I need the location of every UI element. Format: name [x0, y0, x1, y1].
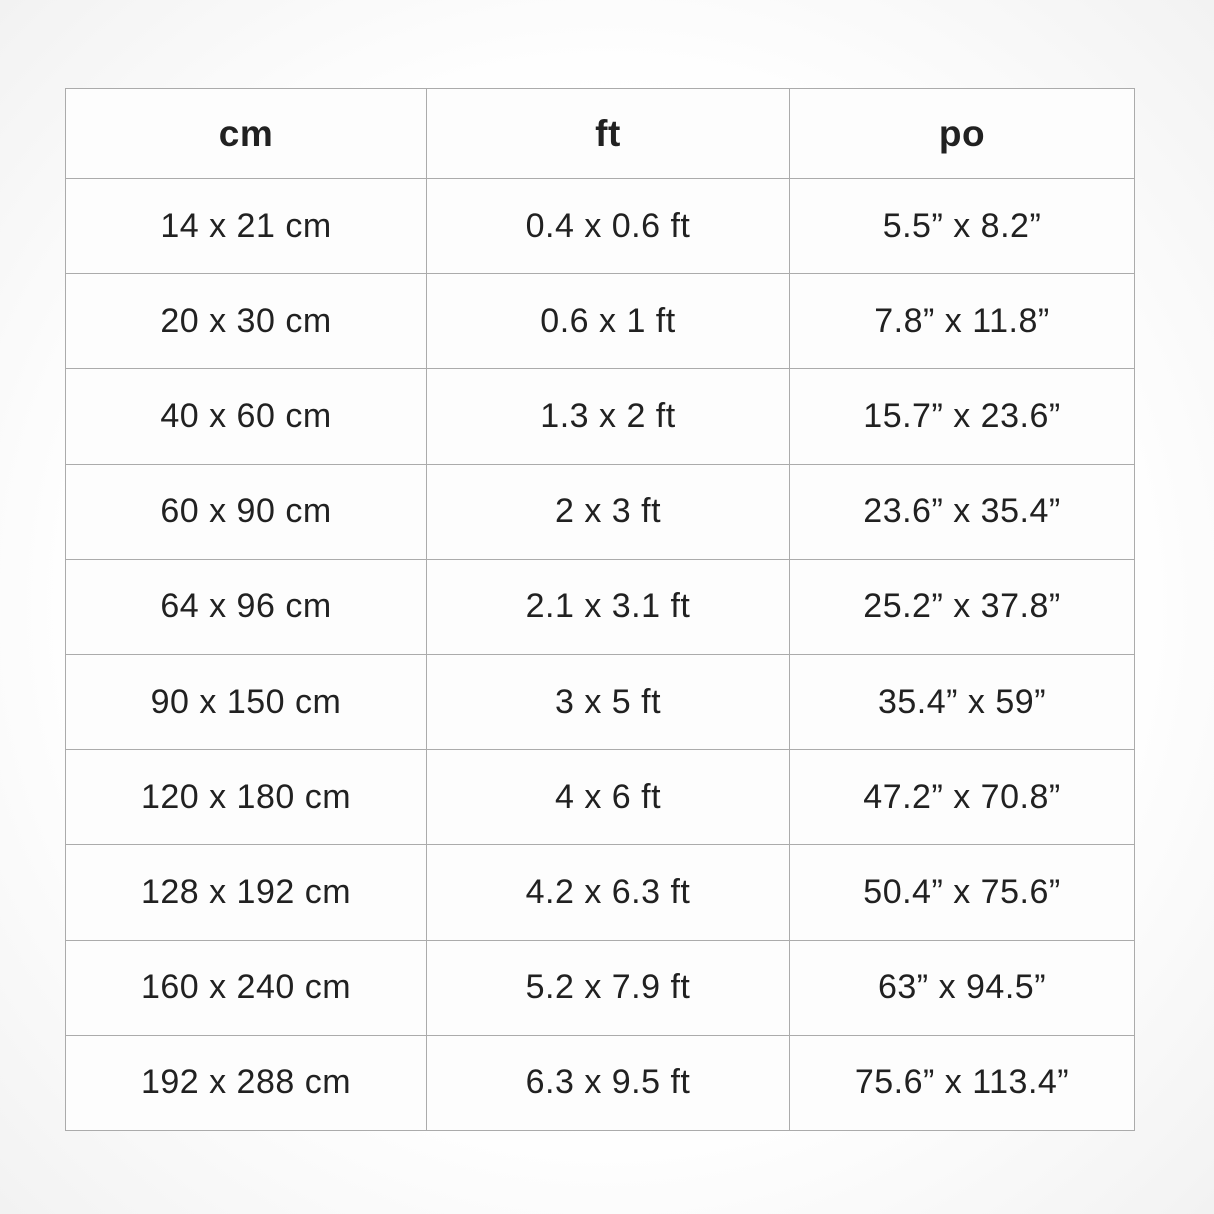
cell-cm: 120 x 180 cm	[66, 750, 427, 845]
table-row	[66, 464, 1135, 559]
cell-cm: 160 x 240 cm	[66, 940, 427, 1035]
cell-po: 75.6” x 113.4”	[790, 1035, 1135, 1130]
cell-po: 25.2” x 37.8”	[790, 559, 1135, 654]
cell-ft: 3 x 5 ft	[427, 654, 790, 749]
cell-po: 47.2” x 70.8”	[790, 750, 1135, 845]
cell-ft: 2.1 x 3.1 ft	[427, 559, 790, 654]
table-header	[66, 89, 1135, 179]
cell-po: 50.4” x 75.6”	[790, 845, 1135, 940]
column-header-ft: ft	[427, 89, 790, 179]
cell-po: 5.5” x 8.2”	[790, 179, 1135, 274]
table-body	[66, 179, 1135, 1131]
table-row	[66, 179, 1135, 274]
table-row	[66, 654, 1135, 749]
header-row	[66, 89, 1135, 179]
cell-ft: 4.2 x 6.3 ft	[427, 845, 790, 940]
table-row	[66, 369, 1135, 464]
cell-ft: 0.4 x 0.6 ft	[427, 179, 790, 274]
column-header-po: po	[790, 89, 1135, 179]
cell-cm: 20 x 30 cm	[66, 274, 427, 369]
table-row	[66, 940, 1135, 1035]
table-row	[66, 559, 1135, 654]
cell-ft: 1.3 x 2 ft	[427, 369, 790, 464]
table-row	[66, 274, 1135, 369]
cell-po: 63” x 94.5”	[790, 940, 1135, 1035]
cell-po: 23.6” x 35.4”	[790, 464, 1135, 559]
cell-cm: 192 x 288 cm	[66, 1035, 427, 1130]
cell-cm: 90 x 150 cm	[66, 654, 427, 749]
cell-po: 7.8” x 11.8”	[790, 274, 1135, 369]
cell-po: 35.4” x 59”	[790, 654, 1135, 749]
size-conversion-table	[65, 88, 1135, 1131]
table-row	[66, 845, 1135, 940]
table-row	[66, 1035, 1135, 1130]
cell-ft: 0.6 x 1 ft	[427, 274, 790, 369]
cell-ft: 4 x 6 ft	[427, 750, 790, 845]
cell-cm: 128 x 192 cm	[66, 845, 427, 940]
cell-cm: 60 x 90 cm	[66, 464, 427, 559]
cell-ft: 6.3 x 9.5 ft	[427, 1035, 790, 1130]
cell-ft: 5.2 x 7.9 ft	[427, 940, 790, 1035]
cell-cm: 64 x 96 cm	[66, 559, 427, 654]
cell-cm: 14 x 21 cm	[66, 179, 427, 274]
column-header-cm: cm	[66, 89, 427, 179]
cell-po: 15.7” x 23.6”	[790, 369, 1135, 464]
table-row	[66, 750, 1135, 845]
cell-cm: 40 x 60 cm	[66, 369, 427, 464]
cell-ft: 2 x 3 ft	[427, 464, 790, 559]
